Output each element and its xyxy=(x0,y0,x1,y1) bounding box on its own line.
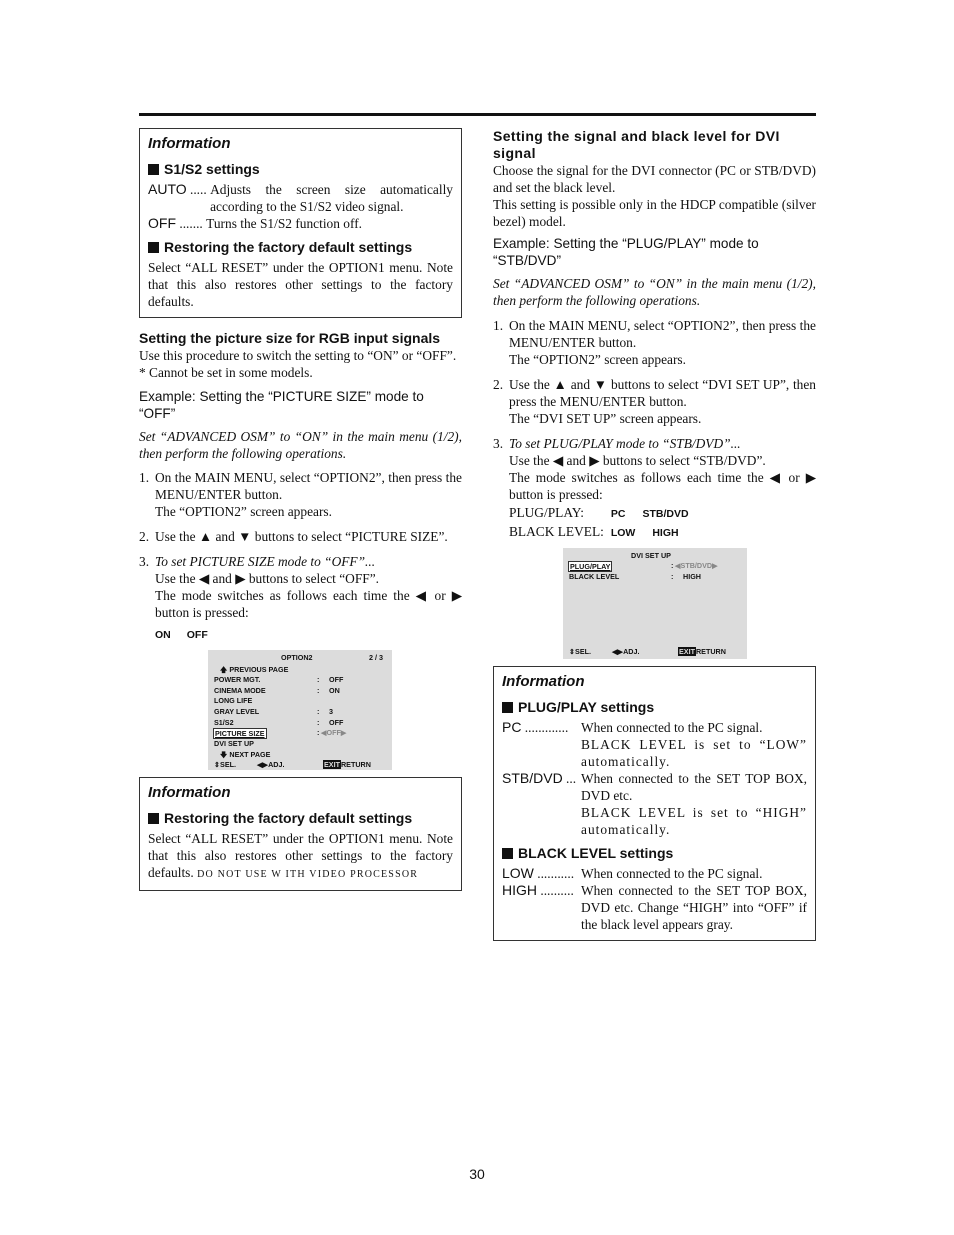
step-1: 1. On the MAIN MENU, select “OPTION2”, then press the MENU/ENTER button. The “OPTION2” screen appears. xyxy=(139,470,462,519)
stb-definition: STB/DVD ... When connected to the SET TOP BOX, DVD etc. BLACK LEVEL is set to “HIGH” automatically. xyxy=(502,770,807,837)
auto-desc: Adjusts the screen size automatically according to the S1/S2 video signal. xyxy=(210,182,453,214)
dvi-paragraph-2: This setting is possible only in the HDCP compatible (silver bezel) model. xyxy=(493,197,816,229)
example-text: Example: Setting the “PICTURE SIZE” mode to “OFF” xyxy=(139,389,424,421)
reset-text: Select “ALL RESET” under the OPTION1 menu. Note that this also restores other settings to the factory defaults. DO NOT USE W ITH VIDEO PROCESSOR xyxy=(148,831,453,880)
reset-heading: Restoring the factory default settings xyxy=(148,239,453,255)
osd-page: 2 / 3 xyxy=(369,653,383,662)
info-box-dvi xyxy=(493,666,816,941)
pc-definition: PC ............. When connected to the PC signal. BLACK LEVEL is set to “LOW” automatically. xyxy=(502,719,807,769)
auto-definition: AUTO ..... Adjusts the screen size automatically according to the S1/S2 video signal. xyxy=(148,181,453,214)
step-1: 1. On the MAIN MENU, select “OPTION2”, then press the MENU/ENTER button. The “OPTION2” screen appears. xyxy=(493,318,816,367)
reset-text: Select “ALL RESET” under the OPTION1 menu. Note that this also restores other settings to the factory defaults. xyxy=(148,260,453,309)
low-definition: LOW ........... When connected to the PC signal. xyxy=(502,865,763,881)
black-level-heading: BLACK LEVEL settings xyxy=(502,845,807,861)
top-rule xyxy=(139,113,816,116)
auto-term: AUTO xyxy=(148,181,187,197)
info-title: Information xyxy=(148,784,231,801)
square-bullet-icon xyxy=(148,813,159,824)
example-text: Example: Setting the “PLUG/PLAY” mode to “STB/DVD” xyxy=(493,236,759,268)
section-heading-picture-size: Setting the picture size for RGB input signals xyxy=(139,330,441,346)
up-down-arrow-icon: ⇕ xyxy=(569,647,576,656)
osd-exit-hint: EXITRETURN xyxy=(679,647,726,656)
dvi-paragraph-1: Choose the signal for the DVI connector (PC or STB/DVD) and set the black level. xyxy=(493,163,816,195)
osd-dvi-setup-screen: DVI SET UP PLUG/PLAY : ◀STB/DVD▶ BLACK LEVEL : HIGH ⇕SEL. ◀▶ADJ. EXITRETURN xyxy=(563,548,747,659)
osd-row-long-life[interactable]: LONG LIFE xyxy=(214,696,253,705)
s1s2-heading: S1/S2 settings xyxy=(148,161,453,177)
info-title: Information xyxy=(148,135,231,152)
do-not-use-notice: DO NOT USE W ITH VIDEO PROCESSOR xyxy=(197,869,419,880)
plugplay-modes: PLUG/PLAY: PC STB/DVD xyxy=(509,505,689,520)
info-title: Information xyxy=(502,673,585,690)
square-bullet-icon xyxy=(502,848,513,859)
osd-picture-size-value: ◀OFF▶ xyxy=(321,728,347,737)
osd-row-picture-size-selected[interactable]: PICTURE SIZE xyxy=(215,729,265,738)
intro-text: Use this procedure to switch the setting to “ON” or “OFF”. xyxy=(139,348,457,363)
step-2: 2. Use the ▲ and ▼ buttons to select “DVI SET UP”, then press the MENU/ENTER button. The “DVI SET UP” screen appears. xyxy=(493,377,816,426)
osd-row-cinema-mode[interactable]: CINEMA MODE xyxy=(214,686,266,695)
osd-plug-play-value: ◀STB/DVD▶ xyxy=(675,561,718,570)
osd-row-gray-level[interactable]: GRAY LEVEL xyxy=(214,707,260,716)
plug-play-heading: PLUG/PLAY settings xyxy=(502,699,807,715)
reset-heading: Restoring the factory default settings xyxy=(148,810,453,826)
square-bullet-icon xyxy=(148,164,159,175)
off-term: OFF xyxy=(148,215,176,231)
osd-title: OPTION2 xyxy=(281,653,313,662)
osd-row-power-mgt[interactable]: POWER MGT. xyxy=(214,675,261,684)
osd-adj-hint: ◀▶ADJ. xyxy=(612,647,640,656)
right-column xyxy=(493,128,816,941)
osd-row-black-level[interactable]: BLACK LEVEL xyxy=(569,572,620,581)
step-3: 3. To set PLUG/PLAY mode to “STB/DVD”... Use the ◀ and ▶ buttons to select “STB/DVD”. The mode switches as follows each time the ◀ or ▶ button is pressed: PLUG/PLAY: PC STB/DVD BLACK LEVEL: LOW HIGH xyxy=(493,435,816,542)
info-box-reset xyxy=(139,777,462,891)
previous-page-item[interactable]: 🡅 PREVIOUS PAGE xyxy=(220,665,289,674)
osd-adj-hint: ◀▶ADJ. xyxy=(257,760,285,769)
note-text: * Cannot be set in some models. xyxy=(139,365,313,380)
osm-note: Set “ADVANCED OSM” to “ON” in the main menu (1/2), then perform the following operations. xyxy=(139,429,462,461)
black-level-modes: BLACK LEVEL: LOW HIGH xyxy=(509,524,679,539)
osd-row-dvi-set-up[interactable]: DVI SET UP xyxy=(214,739,254,748)
left-right-arrow-icon: ◀▶ xyxy=(612,647,624,656)
up-down-arrow-icon: ⇕ xyxy=(214,760,221,769)
osd-sel-hint: ⇕SEL. xyxy=(569,647,592,656)
osd-title: DVI SET UP xyxy=(631,551,671,560)
square-bullet-icon xyxy=(502,702,513,713)
info-box-s1s2 xyxy=(139,128,462,318)
osm-note: Set “ADVANCED OSM” to “ON” in the main menu (1/2), then perform the following operations. xyxy=(493,276,816,308)
off-desc: Turns the S1/S2 function off. xyxy=(206,216,363,231)
next-page-item[interactable]: 🡇 NEXT PAGE xyxy=(220,750,271,759)
osd-row-s1s2[interactable]: S1/S2 xyxy=(214,718,234,727)
high-definition: HIGH .......... When connected to the SET TOP BOX, DVD etc. Change “HIGH” into “OFF” if the black level appears gray. xyxy=(502,882,807,932)
osd-option2-screen: OPTION2 2 / 3 🡅 PREVIOUS PAGE POWER MGT. : OFF CINEMA MODE : ON LONG LIFE GRAY LEVEL : 3 S1/S2 : OFF PICTURE SIZE : ◀OFF▶ DVI SET UP 🡇 NEXT PAGE ⇕SEL. ◀▶ADJ. EXITRETURN xyxy=(208,650,392,770)
osd-exit-hint: EXITRETURN xyxy=(324,760,371,769)
off-definition: OFF ....... Turns the S1/S2 function off. xyxy=(148,215,453,232)
step-3: 3. To set PICTURE SIZE mode to “OFF”... Use the ◀ and ▶ buttons to select “OFF”. The mode switches as follows each time the ◀ or ▶ button is pressed: ON OFF xyxy=(139,553,462,644)
square-bullet-icon xyxy=(148,242,159,253)
osd-sel-hint: ⇕SEL. xyxy=(214,760,237,769)
step-2: 2. Use the ▲ and ▼ buttons to select “PICTURE SIZE”. xyxy=(139,529,448,544)
mode-sequence: ON OFF xyxy=(155,629,208,641)
left-right-arrow-icon: ◀▶ xyxy=(257,760,269,769)
left-column xyxy=(139,128,462,891)
osd-row-plug-play-selected[interactable]: PLUG/PLAY xyxy=(570,562,611,571)
page-number: 30 xyxy=(469,1166,485,1182)
section-heading-dvi: Setting the signal and black level for DVI signal xyxy=(493,128,780,161)
